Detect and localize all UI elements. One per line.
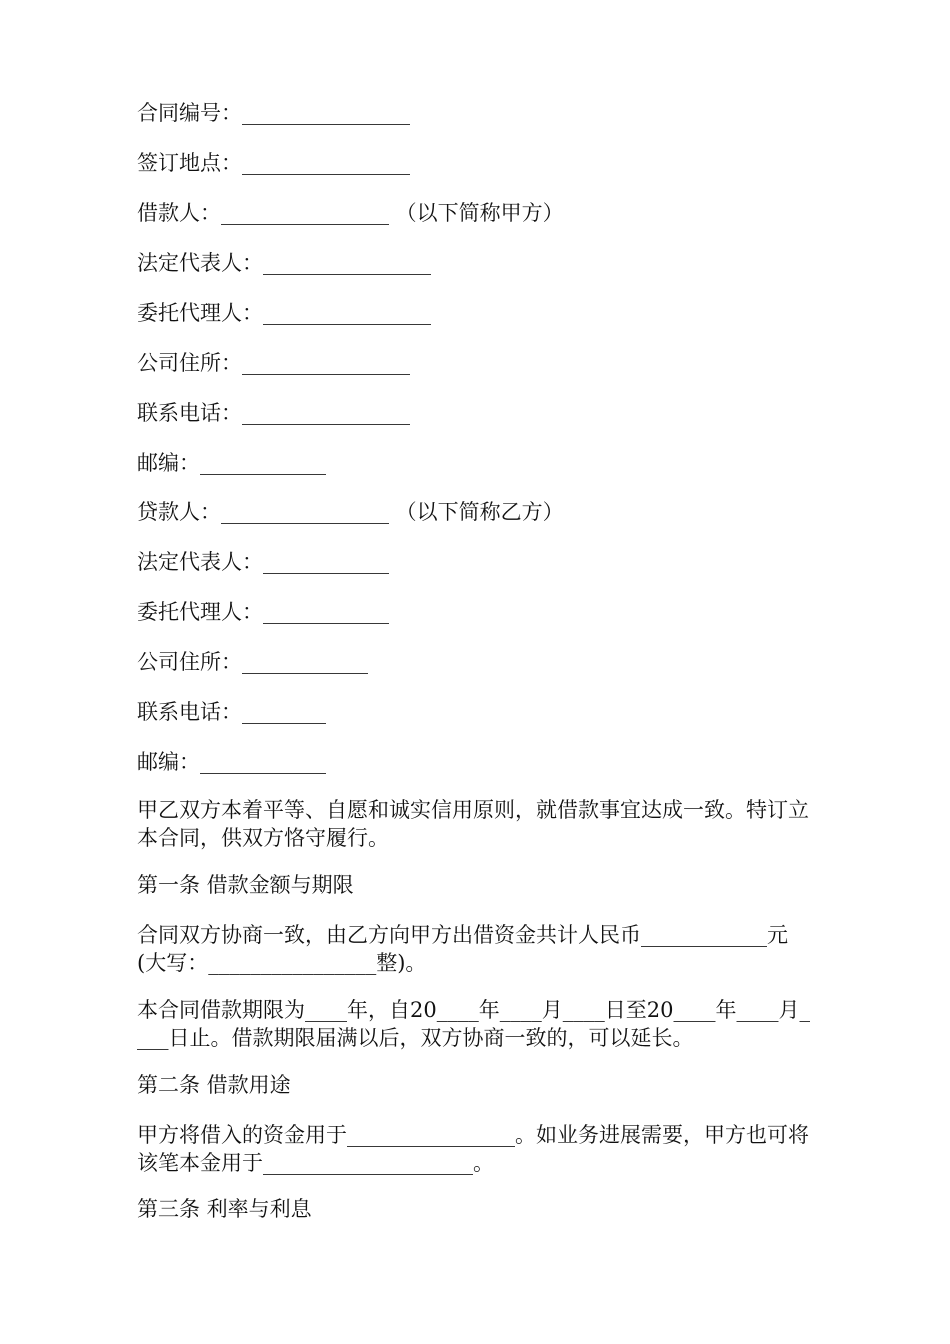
lender-agent-field: 委托代理人：____________: [137, 600, 389, 624]
borrower-legal-rep-field: 法定代表人：________________: [137, 251, 431, 275]
contract-number-field: 合同编号：________________: [137, 101, 410, 125]
borrower-agent-field: 委托代理人：________________: [137, 301, 431, 325]
borrower-postcode-field: 邮编：____________: [137, 451, 326, 475]
lender-phone-field: 联系电话：________: [137, 700, 326, 724]
article-3-title: 第三条 利率与利息: [137, 1197, 312, 1221]
article-2-title: 第二条 借款用途: [137, 1073, 291, 1097]
borrower-field: 借款人：________________ （以下简称甲方）: [137, 201, 564, 225]
article-1-paragraph-1: 合同双方协商一致，由乙方向甲方出借资金共计人民币____________元(大写：________________整)。: [137, 923, 788, 975]
borrower-address-field: 公司住所：________________: [137, 351, 410, 375]
borrower-phone-field: 联系电话：________________: [137, 401, 410, 425]
signing-place-field: 签订地点：________________: [137, 151, 410, 175]
preamble-paragraph: 甲乙双方本着平等、自愿和诚实信用原则，就借款事宜达成一致。特订立本合同，供双方恪守履行。: [137, 798, 809, 850]
article-1-paragraph-2: 本合同借款期限为____年，自20____年____月____日至20____年____月____日止。借款期限届满以后，双方协商一致的，可以延长。: [137, 998, 810, 1050]
lender-postcode-field: 邮编：____________: [137, 750, 326, 774]
article-2-paragraph-1: 甲方将借入的资金用于________________。如业务进展需要，甲方也可将该笔本金用于____________________。: [137, 1123, 809, 1175]
article-1-title: 第一条 借款金额与期限: [137, 873, 354, 897]
lender-legal-rep-field: 法定代表人：____________: [137, 550, 389, 574]
lender-field: 贷款人：________________ （以下简称乙方）: [137, 500, 564, 524]
lender-address-field: 公司住所：____________: [137, 650, 368, 674]
